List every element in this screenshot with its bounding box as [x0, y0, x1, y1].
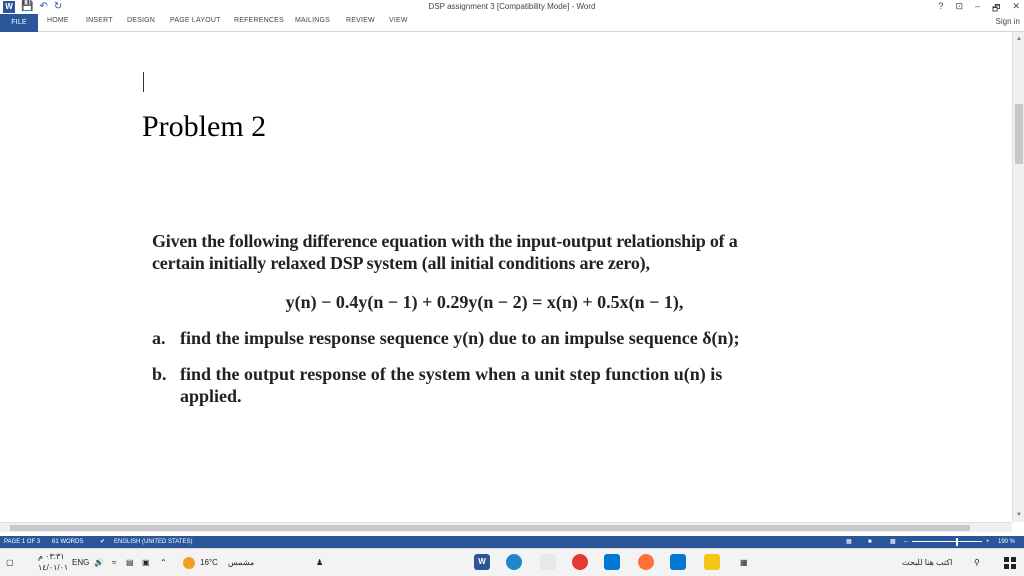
edge-icon[interactable]	[506, 554, 522, 570]
status-bar	[0, 536, 1024, 548]
weather-temperature[interactable]: 16°C	[200, 558, 218, 567]
print-layout-icon[interactable]: ■	[868, 539, 872, 545]
tab-mailings[interactable]: MAILINGS	[295, 17, 331, 24]
tab-file[interactable]: FILE	[0, 14, 38, 32]
document-canvas[interactable]	[0, 32, 1012, 522]
restore-icon[interactable]: 🗗	[992, 3, 1001, 13]
language-indicator[interactable]: ENGLISH (UNITED STATES)	[114, 539, 193, 545]
document-heading: Problem 2	[142, 110, 267, 143]
save-icon[interactable]: 💾	[21, 1, 34, 12]
tab-view[interactable]: VIEW	[389, 17, 408, 24]
task-view-icon[interactable]: ▦	[740, 558, 748, 567]
clock-date[interactable]: ١٤/٠١/٠١	[38, 563, 69, 572]
vertical-scroll-thumb[interactable]	[1015, 104, 1023, 164]
minimize-icon[interactable]: –	[974, 1, 980, 11]
word-logo-icon: W	[3, 1, 15, 13]
input-language[interactable]: ENG	[72, 558, 90, 567]
horizontal-scroll-thumb[interactable]	[10, 525, 970, 531]
item-text: find the output response of the system when a unit step function u(n) is applied.	[180, 364, 723, 406]
word-count[interactable]: 61 WORDS	[52, 539, 84, 545]
tray-app-icon[interactable]: ▣	[142, 558, 150, 567]
file-explorer-icon[interactable]	[540, 554, 556, 570]
list-item	[152, 363, 777, 407]
tab-design[interactable]: DESIGN	[127, 17, 156, 24]
scroll-up-icon[interactable]: ▲	[1016, 36, 1022, 42]
mail-icon[interactable]	[604, 554, 620, 570]
tab-page-layout[interactable]: PAGE LAYOUT	[170, 17, 221, 24]
zoom-out-icon[interactable]: –	[904, 539, 908, 545]
page-count[interactable]: PAGE 1 OF 3	[4, 539, 41, 545]
tab-home[interactable]: HOME	[47, 17, 69, 24]
proofing-icon[interactable]: ✔	[100, 539, 106, 545]
show-hidden-icons-icon[interactable]: ⌃	[160, 558, 167, 567]
horizontal-scrollbar[interactable]	[0, 522, 1012, 532]
read-mode-icon[interactable]: ▦	[846, 539, 852, 545]
folder-icon[interactable]	[704, 554, 720, 570]
start-button-icon[interactable]	[1004, 557, 1016, 569]
ribbon-tabs	[0, 14, 1024, 32]
tab-insert[interactable]: INSERT	[86, 17, 113, 24]
search-box[interactable]: اكتب هنا للبحث	[902, 558, 953, 567]
document-title: DSP assignment 3 [Compatibility Mode] - Word	[428, 2, 596, 11]
scroll-down-icon[interactable]: ▼	[1016, 512, 1022, 518]
web-layout-icon[interactable]: ▩	[890, 539, 896, 545]
difference-equation: y(n) − 0.4y(n − 1) + 0.29y(n − 2) = x(n) + 0.5x(n − 1),	[285, 292, 684, 312]
notification-icon[interactable]: ▢	[6, 558, 14, 567]
tab-review[interactable]: REVIEW	[346, 17, 375, 24]
tab-references[interactable]: REFERENCES	[234, 17, 284, 24]
zoom-level[interactable]: 190 %	[998, 539, 1016, 545]
redo-icon[interactable]: ↻	[53, 1, 63, 12]
chrome-icon[interactable]	[572, 554, 588, 570]
zoom-slider[interactable]	[912, 541, 982, 542]
clock-time[interactable]: ٠٣:٣١ م	[38, 552, 65, 561]
people-icon[interactable]: ♟	[316, 558, 324, 567]
text-cursor	[143, 72, 144, 92]
network-icon[interactable]: ≈	[112, 558, 117, 567]
windows-taskbar	[0, 548, 1024, 576]
firefox-icon[interactable]	[638, 554, 654, 570]
close-icon[interactable]: ✕	[1012, 1, 1020, 11]
undo-icon[interactable]: ↶	[39, 1, 48, 12]
weather-condition[interactable]: مشمس	[228, 558, 255, 567]
item-text: find the impulse response sequence y(n) due to an impulse sequence δ(n);	[180, 328, 740, 348]
problem-statement	[152, 230, 777, 407]
list-item	[152, 327, 777, 349]
title-bar	[0, 0, 1024, 14]
vertical-scrollbar[interactable]	[1012, 32, 1024, 522]
zoom-in-icon[interactable]: +	[986, 539, 990, 545]
help-icon[interactable]: ?	[938, 1, 944, 11]
item-label: b.	[152, 364, 167, 384]
volume-icon[interactable]: 🔊	[94, 558, 104, 567]
search-icon[interactable]: ⚲	[974, 558, 980, 567]
battery-icon[interactable]: ▤	[126, 558, 134, 567]
problem-intro: Given the following difference equation with the input-output relationship of a certain initially relaxed DSP system (all initial conditions are zero),	[152, 231, 738, 273]
zoom-slider-knob[interactable]	[956, 538, 958, 546]
weather-sun-icon	[183, 557, 195, 569]
word-taskbar-icon[interactable]: W	[474, 554, 490, 570]
sign-in-link[interactable]: Sign in	[995, 17, 1020, 26]
ribbon-display-icon[interactable]: ⊡	[955, 1, 963, 11]
item-label: a.	[152, 328, 166, 348]
store-icon[interactable]	[670, 554, 686, 570]
